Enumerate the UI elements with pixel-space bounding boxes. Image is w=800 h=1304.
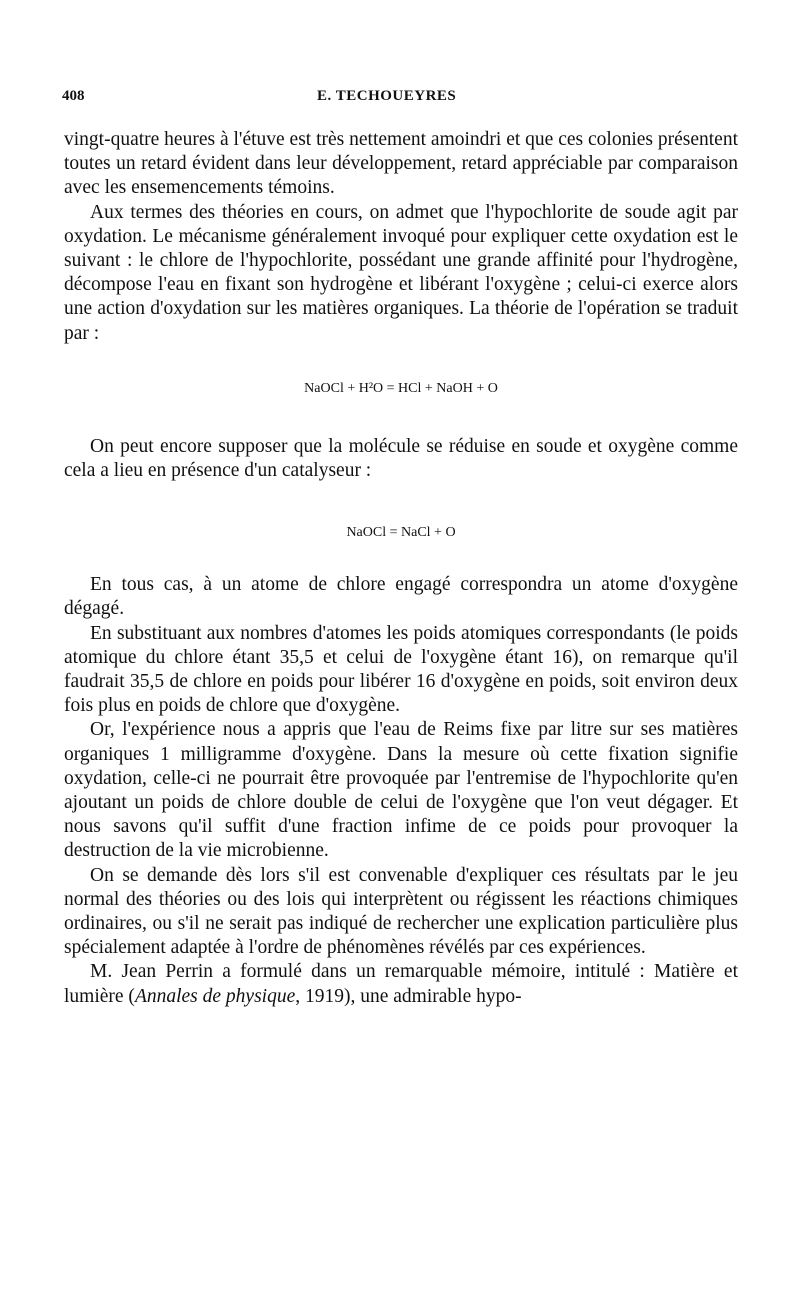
paragraph-catalyst: On peut encore supposer que la molécule se réduise en soude et oxygène comme cela a lieu en présence d'un catalyseur : bbox=[64, 435, 738, 482]
paragraph-atomic-weights: En substituant aux nombres d'atomes les poids atomiques correspondants (le poids atomique du chlore étant 35,5 et celui de l'oxygène étant 16), on remarque qu'il faudrait 35,5 de chlore en poids pour libérer 16 d'oxygène en poids, soit environ deux fois plus en poids de chlore que d'oxygène. bbox=[64, 622, 738, 717]
paragraph-atom-ratio: En tous cas, à un atome de chlore engagé correspondra un atome d'oxygène dégagé. bbox=[64, 574, 738, 620]
paragraph-reims-water: Or, l'expérience nous a appris que l'eau de Reims fixe par litre sur ses matières organiques 1 milligramme d'oxygène. Dans la mesure où cette fixation signifie oxydation, celle-ci ne pourrait être provoquée par l'entremise de l'hypochlorite qu'en ajoutant un poids de chlore double de celui de l'oxygène que l'on veut dégager. Et nous savons qu'il suffit d'une fraction infime de ce poids pour provoquer la destruction de la vie microbienne. bbox=[64, 719, 738, 862]
page-number: 408 bbox=[62, 88, 85, 104]
formula-hypochlorite-water: NaOCl + H²O = HCl + NaOH + O bbox=[304, 380, 498, 396]
perrin-text-end: , 1919), une admirable hypo- bbox=[295, 985, 522, 1007]
paragraph-perrin bbox=[64, 960, 738, 1008]
paragraph-oxidation-theory: Aux termes des théories en cours, on admet que l'hypochlorite de soude agit par oxydation. Le mécanisme généralement invoqué pour expliquer cette oxydation est le suivant : le chlore de l'hypochlorite, possédant une grande affinité pour l'hydrogène, décompose l'eau en fixant son hydrogène et libérant l'oxygène ; celui-ci exerce alors une action d'oxydation sur les matières organiques. La théorie de l'opération se traduit par : bbox=[64, 201, 738, 344]
paragraph-explanation-question: On se demande dès lors s'il est convenable d'expliquer ces résultats par le jeu normal des théories ou des lois qui interprètent ou régissent les réactions chimiques ordinaires, ou s'il ne serait pas indiqué de rechercher une explication particulière plus spécialement adaptée à l'ordre de phénomènes révélés par ces expériences. bbox=[64, 864, 738, 959]
formula-hypochlorite-decomposition: NaOCl = NaCl + O bbox=[346, 525, 456, 541]
running-title: E. TECHOUEYRES bbox=[317, 88, 457, 104]
journal-title: Annales de physique bbox=[134, 985, 296, 1007]
perrin-text-start: M. Jean Perrin a formulé dans un remarquable mémoire, intitulé : Matière et lumière ( bbox=[64, 961, 738, 1007]
paragraph-continuation: vingt-quatre heures à l'étuve est très nettement amoindri et que ces colonies présentent toutes un retard évident dans leur développement, retard appréciable par comparaison avec les ensemencements témoins. bbox=[64, 129, 738, 199]
body-text bbox=[64, 128, 738, 1009]
page-header bbox=[62, 88, 738, 116]
